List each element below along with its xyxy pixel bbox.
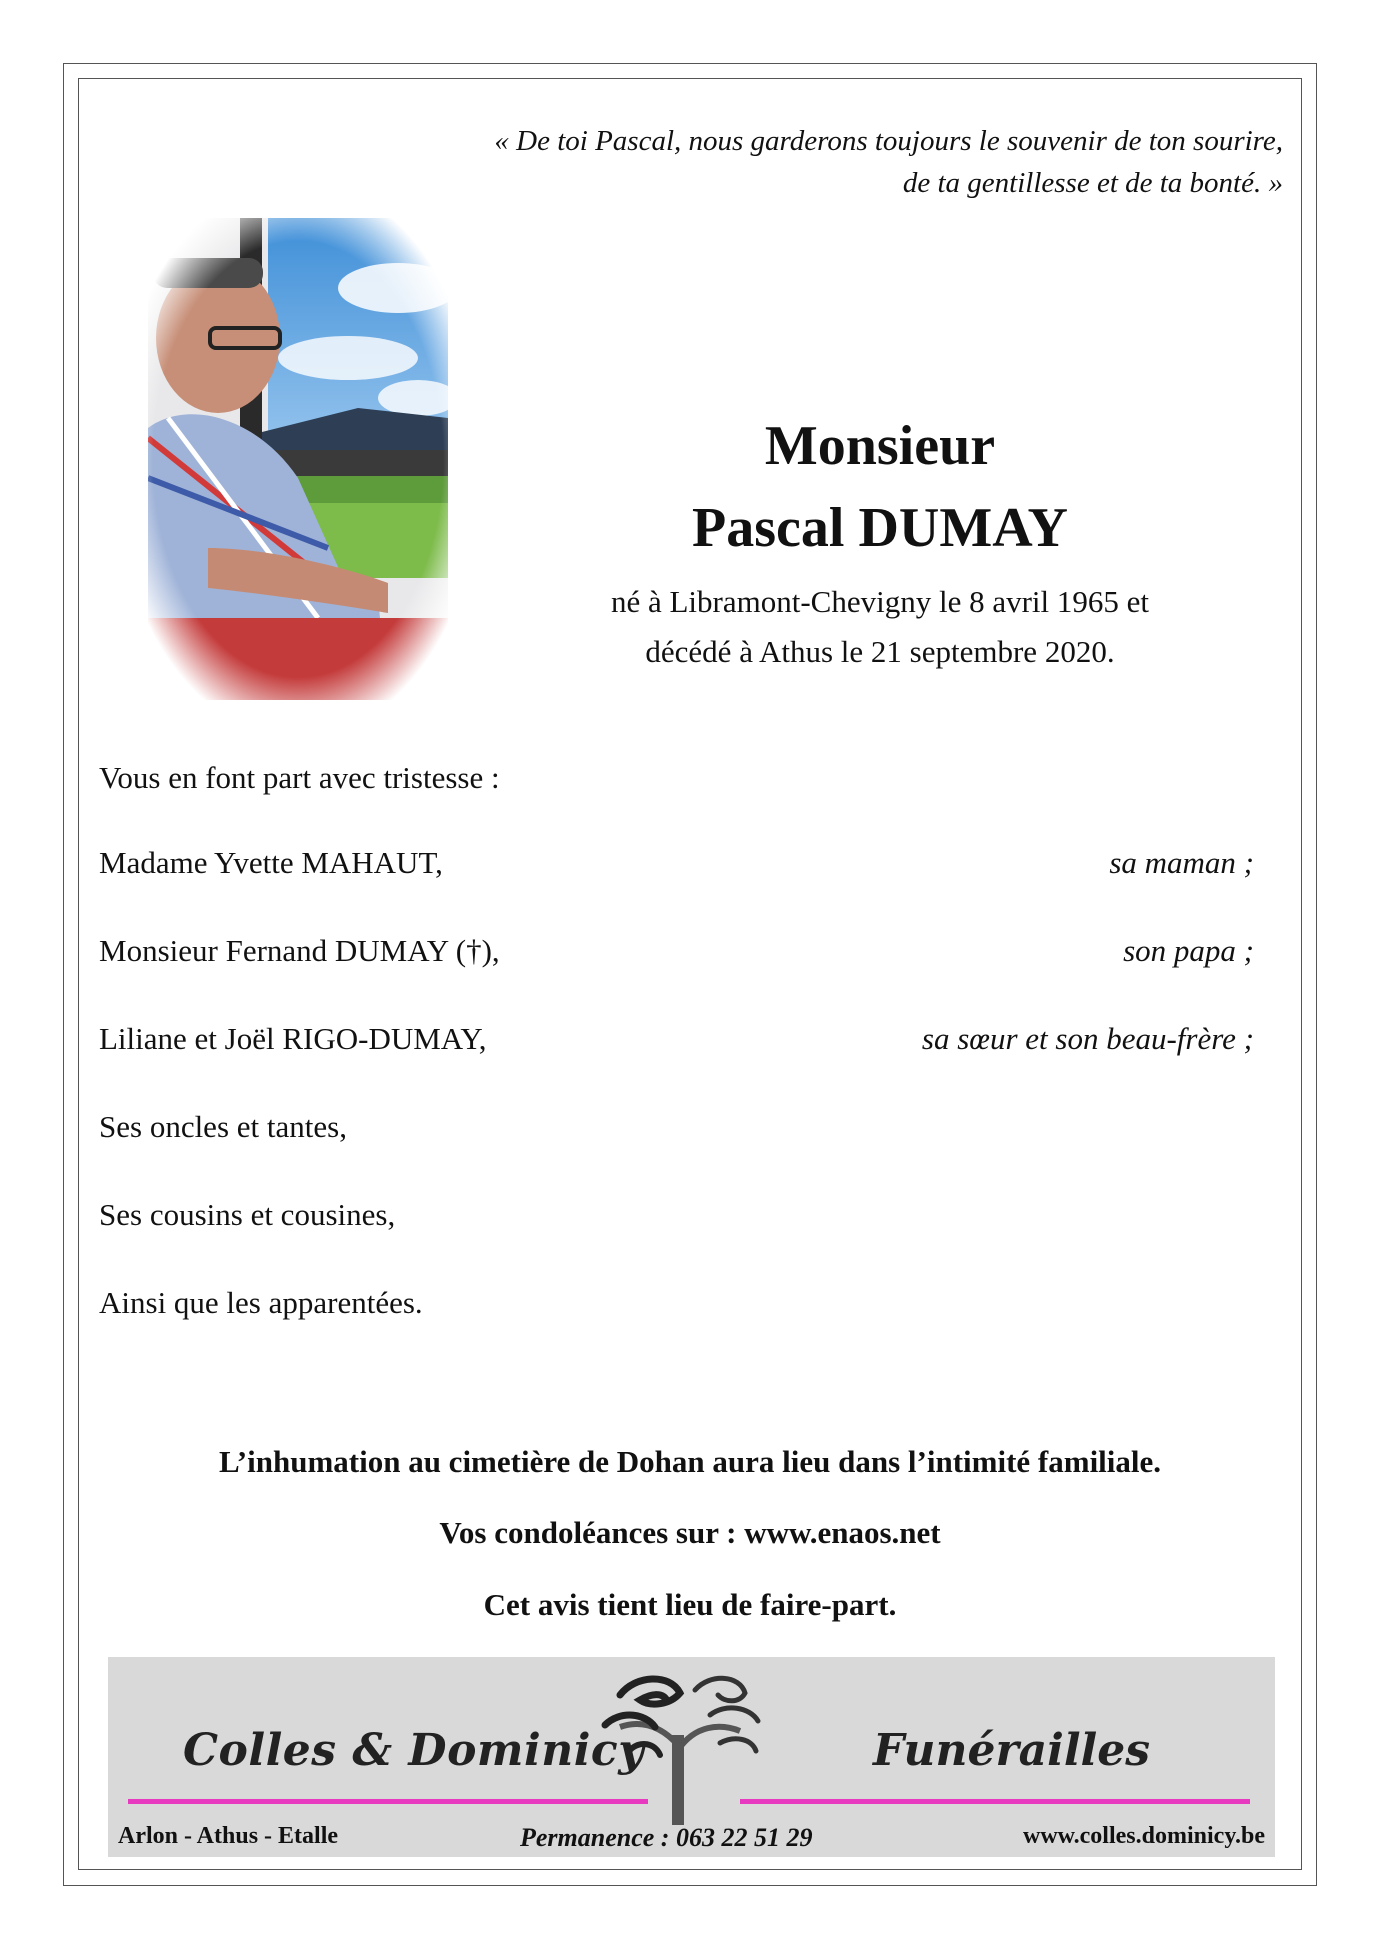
deceased-name: Pascal DUMAY (692, 497, 1068, 559)
family-row (99, 1197, 1254, 1285)
accent-line-left (128, 1799, 648, 1804)
brand-service: Funérailles (873, 1725, 1151, 1776)
tree-logo-icon (600, 1665, 770, 1825)
family-row (99, 1021, 1254, 1109)
portrait-photo (148, 218, 448, 700)
family-relation: son papa ; (1123, 933, 1254, 968)
quote-line-1: « De toi Pascal, nous garderons toujours le souvenir de ton sourire, (494, 125, 1283, 157)
announcement: Vous en font part avec tristesse : (99, 760, 500, 795)
family-row (99, 1109, 1254, 1197)
memorial-quote (283, 120, 1283, 204)
family-row (99, 1285, 1254, 1373)
brand-name: Colles & Dominicy (183, 1725, 645, 1776)
quote-line-2: de ta gentillesse et de ta bonté. » (902, 167, 1283, 199)
family-relation: sa sœur et son beau-frère ; (921, 1021, 1254, 1056)
funeral-home-banner (108, 1657, 1275, 1857)
family-relation: sa maman ; (1109, 845, 1254, 880)
deceased-title: Monsieur (764, 415, 996, 477)
permanence-phone: Permanence : 063 22 51 29 (520, 1823, 813, 1852)
condolences-notice: Vos condoléances sur : www.enaos.net (439, 1515, 941, 1550)
cities: Arlon - Athus - Etalle (118, 1823, 339, 1849)
family-name: Ses oncles et tantes, (99, 1109, 347, 1144)
faire-part-notice: Cet avis tient lieu de faire-part. (483, 1587, 897, 1622)
accent-line-right (740, 1799, 1250, 1804)
funeral-home-website: www.colles.dominicy.be (1022, 1823, 1265, 1849)
family-name: Ses cousins et cousines, (99, 1197, 396, 1232)
family-name: Madame Yvette MAHAUT, (99, 845, 443, 880)
family-name: Liliane et Joël RIGO-DUMAY, (99, 1021, 487, 1056)
family-name: Monsieur Fernand DUMAY (†), (99, 933, 500, 968)
deceased-block (530, 405, 1230, 677)
death-line: décédé à Athus le 21 septembre 2020. (645, 634, 1115, 669)
family-row (99, 933, 1254, 1021)
burial-notice: L’inhumation au cimetière de Dohan aura lieu dans l’intimité familiale. (218, 1444, 1162, 1479)
portrait-photo-image (148, 218, 448, 700)
family-row (99, 845, 1254, 933)
family-name: Ainsi que les apparentées. (99, 1285, 423, 1320)
family-list (99, 845, 1254, 1373)
birth-line: né à Libramont-Chevigny le 8 avril 1965 et (610, 584, 1150, 619)
